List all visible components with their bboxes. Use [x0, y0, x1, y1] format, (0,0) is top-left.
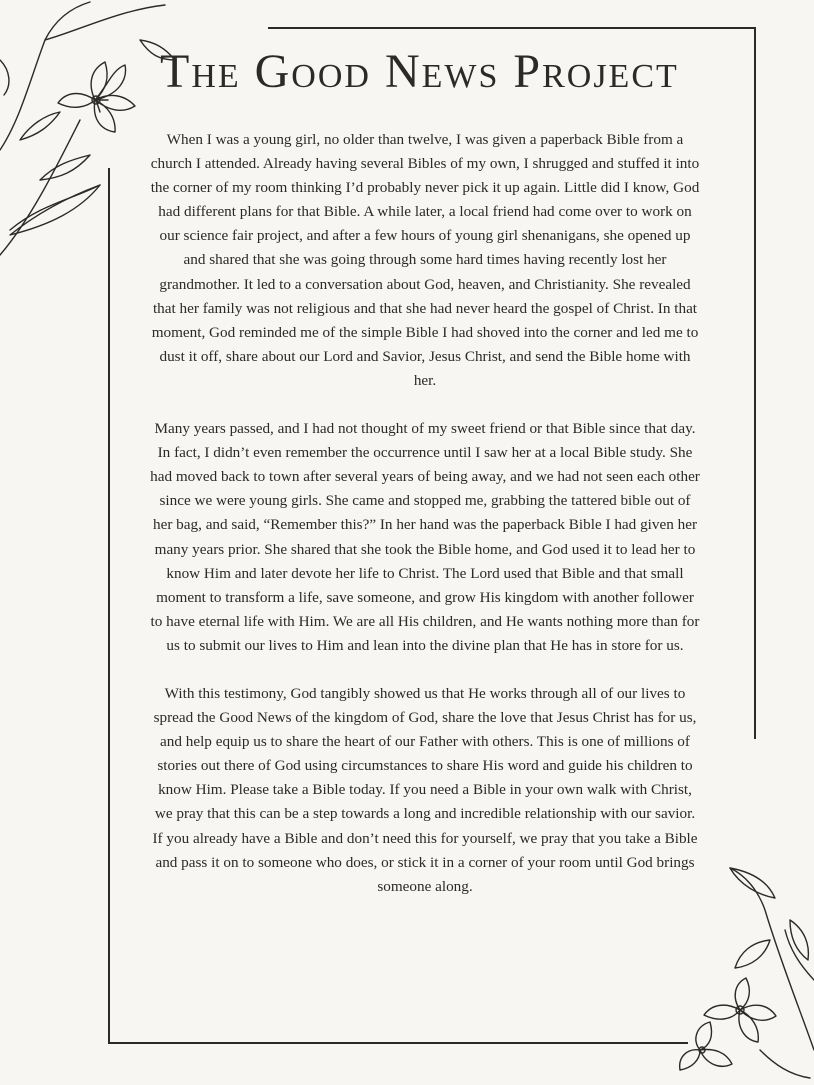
frame-right-line: [754, 27, 756, 739]
page-title: The Good News Project: [160, 45, 679, 98]
paragraph-3: With this testimony, God tangibly showed us that He works through all of our lives to spread the Good News of the kingdom of God, share the love that Jesus Christ has for us, and help equip us to share the heart of our Father with others. This is one of millions of stories out there of God using circumstances to share His word and guide his children to know Him. Please take a Bible today. If you need a Bible in your own walk with Christ, we pray that this can be a step towards a long and incredible relationship with our savior. If you already have a Bible and don’t need this for yourself, we pray that you take a Bible and pass it on to someone who does, or stick it in a corner of your room until God brings someone along.: [152, 684, 698, 895]
frame-left-line: [108, 168, 110, 1043]
paragraph-2: Many years passed, and I had not thought of my sweet friend or that Bible since that day. In fact, I didn’t even remember the occurrence until I saw her at a local Bible study. She had moved back to town after several years of being away, and we had not seen each other since we were young girls. She came and stopped me, grabbing the tattered bible out of her bag, and said, “Remember this?” In her hand was the paperback Bible I had given her many years prior. She shared that she took the Bible home, and God used it to lead her to know Him and later devote her life to Christ. The Lord used that Bible and that small moment to transform a life, save someone, and grow His kingdom with another follower to have eternal life with Him. We are all His children, and He wants nothing more than for us to submit our lives to Him and lean into the divine plan that He has in store for us.: [150, 420, 700, 654]
frame-top-line: [268, 27, 755, 29]
frame-bottom-line: [108, 1042, 688, 1044]
paragraph-1: When I was a young girl, no older than twelve, I was given a paperback Bible from a church I attended. Already having several Bibles of my own, I shrugged and stuffed it into the corner of my room thinking I’d probably never pick it up again. Little did I know, God had different plans for that Bible. A while later, a local friend had come over to work on our science fair project, and after a few hours of young girl shenanigans, she opened up and shared that she was going through some hard times having recently lost her grandmother. It led to a conversation about God, heaven, and Christianity. She revealed that her family was not religious and that she had never heard the gospel of Christ. In that moment, God reminded me of the simple Bible I had shoved into the corner and led me to dust it off, share about our Lord and Savior, Jesus Christ, and send the Bible home with her.: [150, 131, 700, 389]
article-body: [150, 128, 700, 923]
